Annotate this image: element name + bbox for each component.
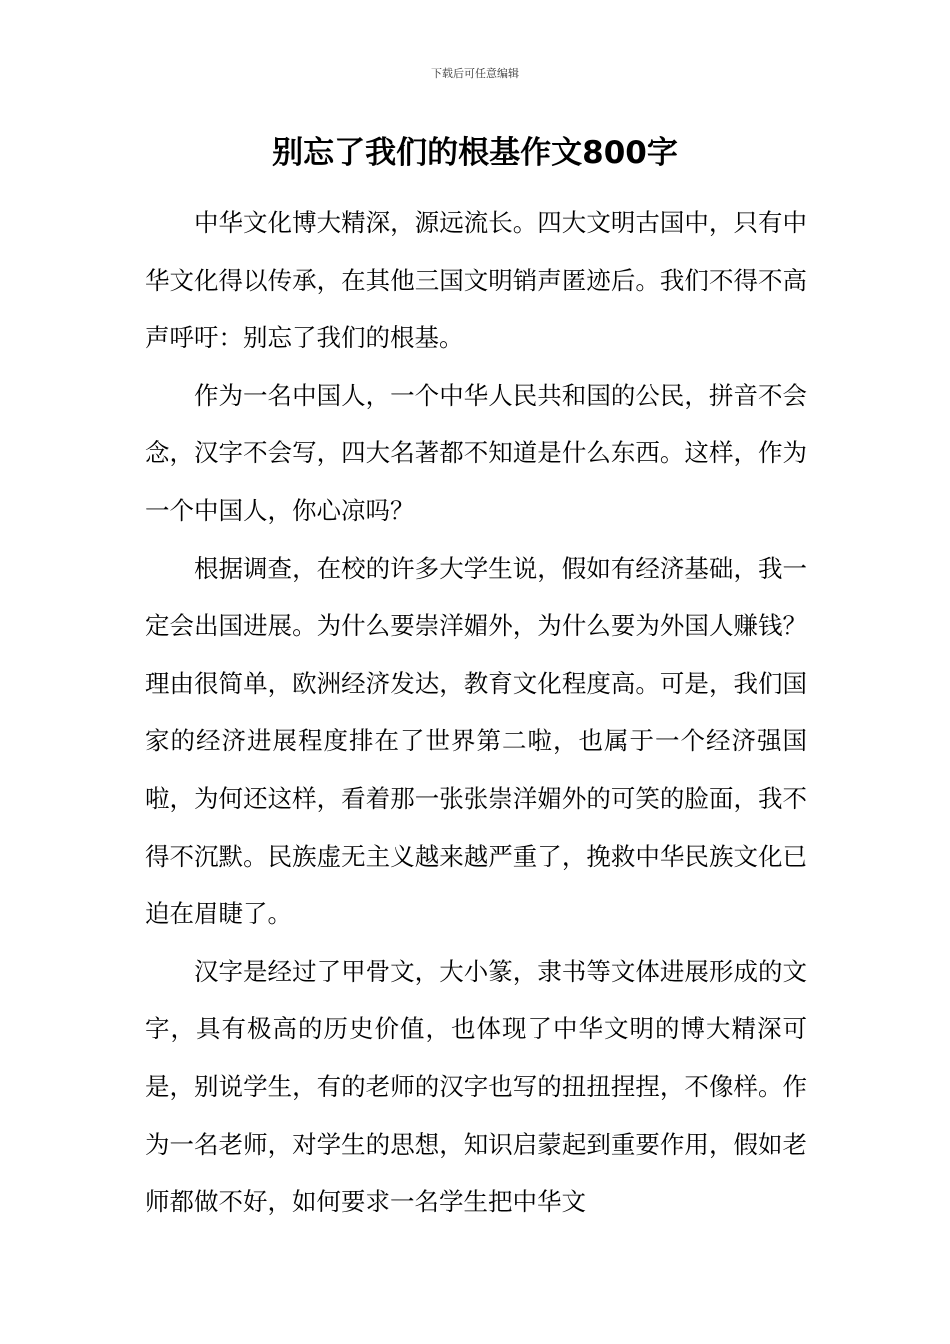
- document-body: [145, 194, 807, 1231]
- paragraph-4: 汉字是经过了甲骨文，大小篆，隶书等文体进展形成的文字，具有极高的历史价值，也体现了中华文明的博大精深可是，别说学生，有的老师的汉字也写的扭扭捏捏，不像样。作为一名老师，对学生的思想，知识启蒙起到重要作用，假如老师都做不好，如何要求一名学生把中华文: [145, 956, 807, 1217]
- document-title: 别忘了我们的根基作文800字: [272, 135, 678, 171]
- paragraph-1: 中华文化博大精深，源远流长。四大文明古国中，只有中华文化得以传承，在其他三国文明销声匿迹后。我们不得不高声呼吁：别忘了我们的根基。: [145, 208, 807, 353]
- paragraph-2: 作为一名中国人，一个中华人民共和国的公民，拼音不会念，汉字不会写，四大名著都不知道是什么东西。这样，作为一个中国人，你心凉吗？: [145, 380, 807, 525]
- paragraph-3: 根据调查，在校的许多大学生说，假如有经济基础，我一定会出国进展。为什么要崇洋媚外，为什么要为外国人赚钱？理由很简单，欧洲经济发达，教育文化程度高。可是，我们国家的经济进展程度排在了世界第二啦，也属于一个经济强国啦，为何还这样，看着那一张张崇洋媚外的可笑的脸面，我不得不沉默。民族虚无主义越来越严重了，挽救中华民族文化已迫在眉睫了。: [145, 553, 807, 929]
- header-note: 下载后可任意编辑: [431, 67, 519, 80]
